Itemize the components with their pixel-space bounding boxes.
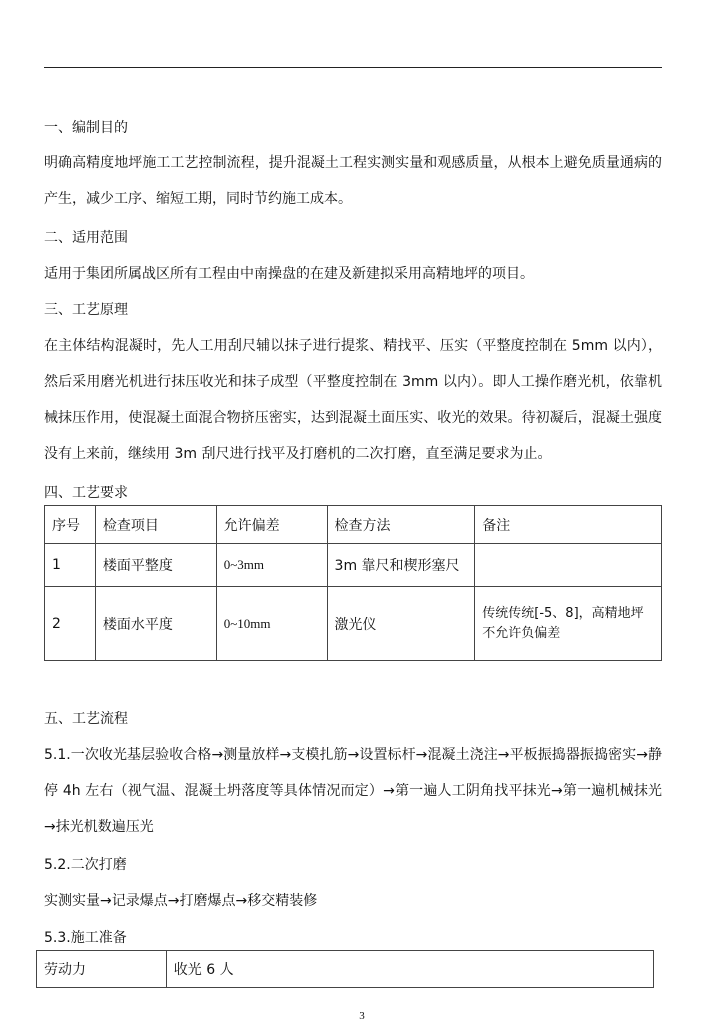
table-cell: 劳动力 [37,951,167,988]
table-cell: 传统传统[-5、8]，高精地坪不允许负偏差 [475,587,662,661]
requirements-table [44,505,662,661]
table-cell: 1 [45,544,96,587]
section-4-heading: 四、工艺要求 [44,485,128,501]
table-cell: 楼面平整度 [95,544,216,587]
section-3-heading: 三、工艺原理 [44,302,128,318]
section-5-3-heading: 5.3.施工准备 [44,930,127,946]
table-row [45,587,662,661]
table-row [37,951,654,988]
header-cell: 允许偏差 [216,506,327,544]
preparation-table [36,950,654,988]
header-rule [44,67,662,68]
section-5-2-body: 实测实量→记录爆点→打磨爆点→移交精装修 [44,893,318,909]
section-2-body: 适用于集团所属战区所有工程由中南操盘的在建及新建拟采用高精地坪的项目。 [44,266,534,282]
table-row [45,544,662,587]
header-cell: 检查项目 [95,506,216,544]
section-5-heading: 五、工艺流程 [44,711,128,727]
table-cell: 收光 6 人 [166,951,653,988]
section-1-heading: 一、编制目的 [44,120,128,136]
table-header-row [45,506,662,544]
table-cell: 0~3mm [216,544,327,587]
table-cell: 激光仪 [327,587,475,661]
table-cell: 2 [45,587,96,661]
header-cell: 备注 [475,506,662,544]
header-cell: 序号 [45,506,96,544]
table-cell [475,544,662,587]
section-5-2-heading: 5.2.二次打磨 [44,857,127,873]
header-cell: 检查方法 [327,506,475,544]
table-cell: 0~10mm [216,587,327,661]
section-2-heading: 二、适用范围 [44,230,128,246]
section-1-body: 明确高精度地坪施工工艺控制流程，提升混凝土工程实测实量和观感质量，从根本上避免质量通病的产生，减少工序、缩短工期，同时节约施工成本。 [44,155,662,207]
table-cell: 3m 靠尺和楔形塞尺 [327,544,475,587]
page-number: 3 [359,1010,365,1022]
section-5-1-body: 5.1.一次收光基层验收合格→测量放样→支模扎筋→设置标杆→混凝土浇注→平板振捣器振捣密实→静停 4h 左右（视气温、混凝土坍落度等具体情况而定）→第一遍人工阴角找平抹光→第一遍机械抹光→抹光机数遍压光 [44,747,662,835]
table-cell: 楼面水平度 [95,587,216,661]
section-3-body: 在主体结构混凝时，先人工用刮尺辅以抹子进行提浆、精找平、压实（平整度控制在 5mm 以内），然后采用磨光机进行抹压收光和抹子成型（平整度控制在 3mm 以内）。即人工操作磨光机，依靠机械抹压作用，使混凝土面混合物挤压密实，达到混凝土面压实、收光的效果。待初凝后，混凝土强度没有上来前，继续用 3m 刮尺进行找平及打磨机的二次打磨，直至满足要求为止。 [44,338,662,462]
